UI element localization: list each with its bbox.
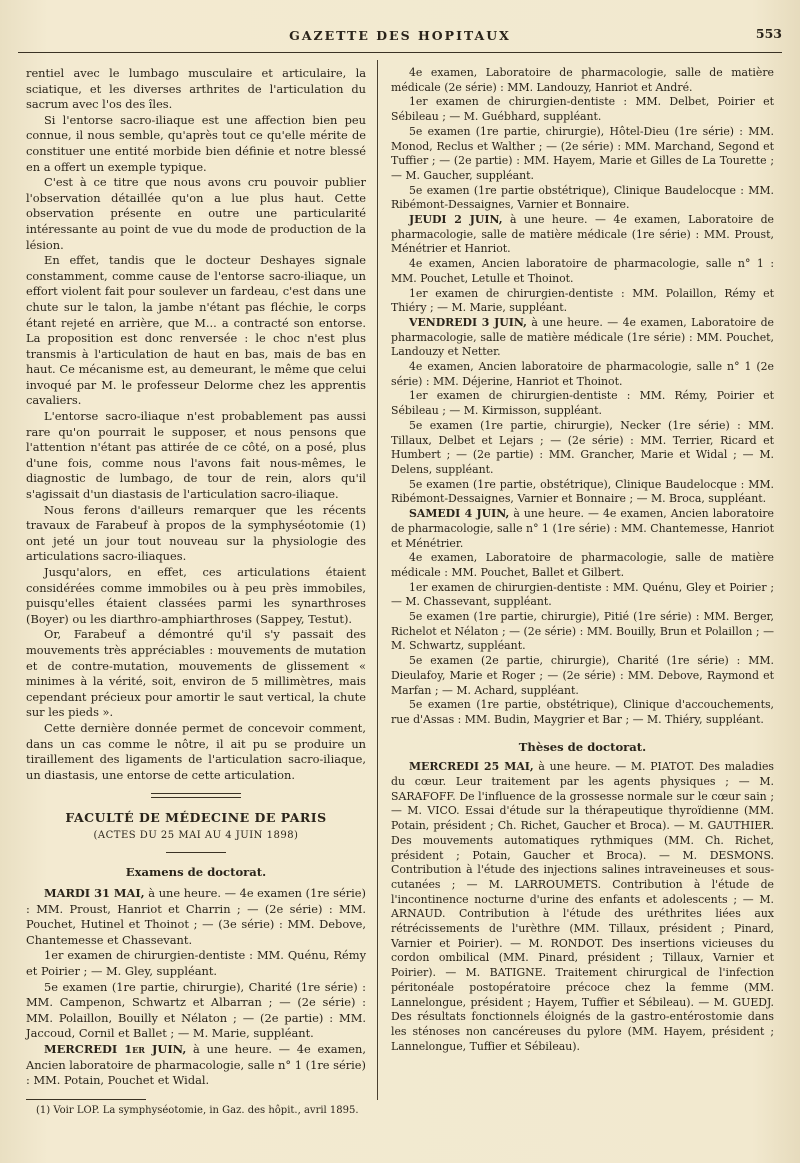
exam-text: 4e examen, Ancien laboratoire de pharmacologie, salle n° 1 (2e série) : MM. Déjerine, Hanriot et Thoinot. (391, 360, 774, 388)
exam-text: 5e examen (2e partie, chirurgie), Charité (1re série) : MM. Dieulafoy, Marie et Roger ; — (2e série) : MM. Debove, Raymond et Marfan ; — M. Achard, suppléant. (391, 654, 774, 697)
section-separator (151, 793, 241, 798)
exam-entry (391, 287, 774, 316)
theses-text: à une heure. — M. PIATOT. Des maladies du cœur. Leur traitement par les agents physiques ; — M. SARAFOFF. De l'influence de la grossesse normale sur le cœur sain ; — M. VICO. Essai d'étude sur la thérapeutique thyroïdienne (MM. Potain, président ; Ch. Richet, Gaucher et Broca). — M. GAUTHIER. Des mouvements automatiques rythmiques (MM. Ch. Richet, président ; Potain, Gaucher et Broca). — M. DESMONS. Contribution à l'étude des injections salines intraveineuses et sous-cutanées ; — M. LARROUMETS. Contribution à l'étude de l'incontinence nocturne d'urine des enfants et adolescents ; — M. ARNAUD. Contribution à l'étude des uréthrites liées aux rétrécissements de l'urèthre (MM. Tillaux, président ; Pinard, Varnier et Poirier). — M. RONDOT. Des insertions vicieuses du cordon ombilical (MM. Pinard, président ; Tillaux, Varnier et Poirier). — M. BATIGNE. Traitement chirurgical de l'infection péritonéale postopératoire précoce chez la femme (MM. Lannelongue, président ; Hayem, Tuffier et Sébileau). — M. GUEDJ. Des résultats fonctionnels éloignés de la gastro-entérostomie dans les sténoses non cancéreuses du pylore (MM. Hayem, président ; Lannelongue, Tuffier et Sébileau). (391, 760, 774, 1053)
page-header (18, 22, 782, 53)
exam-entry (391, 581, 774, 610)
exam-text: 4e examen, Laboratoire de pharmacologie, salle de matière médicale : MM. Pouchet, Ballet et Gilbert. (391, 551, 774, 579)
exam-text: 1er examen de chirurgien-dentiste : MM. Rémy, Poirier et Sébileau ; — M. Kirmisson, suppléant. (391, 389, 774, 418)
footnote: (1) Voir LOP. La symphyséotomie, in Gaz. des hôpit., avril 1895. (36, 1104, 359, 1116)
exam-date: SAMEDI 4 JUIN, (409, 507, 510, 521)
exam-entry (391, 654, 774, 698)
exam-entry (391, 316, 774, 360)
short-rule (166, 852, 226, 853)
exam-entry (391, 478, 774, 507)
exam-text: à une heure. — 4e examen (1re série) : MM. Proust, Hanriot et Charrin ; — (2e série) : MM. Pouchet, Hutinel et Thoinot ; — (3e série) : MM. Debove, Chantemesse et Chassevant. (26, 886, 366, 947)
article-paragraph: Si l'entorse sacro-iliaque est une affection bien peu connue, il nous semble, qu'après tout ce qu'elle mérite de constituer une entité morbide bien définie et notre blessé en a offert un exemple typique. (26, 112, 366, 174)
article-paragraph: C'est à ce titre que nous avons cru pouvoir publier l'observation détaillée qu'on a lue plus haut. Cette observation présente en outre une particularité intéressante au point de vue du mode de production de la lésion. (26, 175, 366, 252)
exam-text: 4e examen, Laboratoire de pharmacologie, salle de matière médicale (2e série) : MM. Landouzy, Hanriot et André. (391, 66, 774, 94)
exam-entry (391, 257, 774, 286)
article-paragraph: rentiel avec le lumbago musculaire et articulaire, la sciatique, et les diverses arthrites de l'articulation du sacrum avec l'os des îles. (26, 66, 366, 112)
exam-date: JEUDI 2 JUIN, (409, 213, 503, 227)
faculty-dates: (ACTES DU 25 MAI AU 4 JUIN 1898) (93, 829, 299, 841)
exam-entry (391, 389, 774, 418)
theses-date: MERCREDI 25 MAI, (409, 760, 534, 774)
exam-text: 1er examen de chirurgien-dentiste : MM. Delbet, Poirier et Sébileau ; — M. Guébhard, suppléant. (391, 95, 774, 124)
theses-heading: Thèses de doctorat. (518, 739, 647, 754)
exam-entry (391, 213, 774, 257)
exam-text: à une heure. — 4e examen, Ancien laboratoire de pharmacologie, salle n° 1 (1re série) : MM. Chantemesse, Hanriot et Ménétrier. (391, 507, 774, 550)
article-paragraph: En effet, tandis que le docteur Deshayes signale constamment, comme cause de l'entorse sacro-iliaque, un effort violent fait pour soulever un fardeau, c'est dans une chute sur le talon, la jambe n'étant pas fléchie, le corps étant rejeté en arrière, que M... a contracté son entorse. La proposition est donc renversée : le choc n'est plus transmis à l'articulation de haut en bas, mais de bas en haut. Ce mécanisme est, au demeurant, le même que celui invoqué par M. le professeur Delorme chez les apprentis cavaliers. (26, 253, 366, 408)
right-column (391, 66, 774, 1054)
exam-entry (391, 698, 774, 727)
exam-text: 5e examen (1re partie obstétrique), Clinique Baudelocque : MM. Ribémont-Dessaignes, Varnier et Bonnaire. (391, 183, 774, 212)
exam-text: 5e examen (1re partie, chirurgie), Hôtel-Dieu (1re série) : MM. Monod, Reclus et Walther ; — (2e série) : MM. Marchand, Segond et Tuffier ; — (2e partie) : MM. Hayem, Marie et Gilles de La Tourette ; — M. Gaucher, suppléant. (391, 124, 774, 182)
exam-text: à une heure. — 4e examen, Laboratoire de pharmacologie, salle de matière médicale (1re série) : MM. Proust, Ménétrier et Hanriot. (391, 213, 774, 256)
article-paragraph: L'entorse sacro-iliaque n'est probablement pas aussi rare qu'on pourrait le supposer, et nous pensons que l'attention n'étant pas attirée de ce côté, on a posé, plus d'une fois, comme nous l'avons fait nous-mêmes, le diagnostic de lumbago, de tour de rein, alors qu'il s'agissait d'un diastasis de l'articulation sacro-iliaque. (26, 409, 366, 502)
exam-text: 5e examen (1re partie, chirurgie), Pitié (1re série) : MM. Berger, Richelot et Nélaton ; — (2e série) : MM. Bouilly, Brun et Polaillon ; — M. Schwartz, suppléant. (391, 610, 774, 653)
exam-entry (391, 610, 774, 654)
article-paragraph: Cette dernière donnée permet de concevoir comment, dans un cas comme le nôtre, il ait pu se produire un tiraillement des ligaments de l'articulation sacro-iliaque, un diastasis, une entorse de cette articulation. (26, 720, 366, 782)
exam-entry (391, 551, 774, 580)
exam-entry (391, 125, 774, 184)
exam-text: 1er examen de chirurgien-dentiste : MM. Polaillon, Rémy et Thiéry ; — M. Marie, suppléant. (391, 286, 774, 315)
footnote-rule (26, 1099, 146, 1100)
exam-date: MARDI 31 MAI, (44, 886, 145, 901)
article-paragraph: Or, Farabeuf a démontré qu'il s'y passait des mouvements très appréciables : mouvements de mutation et de contre-mutation, mouvements de glissement « minimes à la vérité, soit, environ de 5 millimètres, mais cependant précieux pour amortir le saut vertical, la chute sur les pieds ». (26, 627, 366, 720)
column-divider (377, 60, 378, 1100)
left-column (26, 66, 366, 1117)
exam-entry (26, 980, 366, 1042)
article-paragraph: Jusqu'alors, en effet, ces articulations étaient considérées comme immobiles ou à peu près immobiles, puisqu'elles étaient classées parmi les synarthroses (Boyer) ou les diarthro-amphiarthroses (Sappey, Testut). (26, 565, 366, 626)
exam-date: VENDREDI 3 JUIN, (409, 315, 527, 329)
exam-entry (391, 95, 774, 124)
exam-entry (391, 184, 774, 213)
exam-entry (26, 886, 366, 948)
exam-text: 1er examen de chirurgien-dentiste : MM. Quénu, Gley et Poirier ; — M. Chassevant, suppléant. (391, 580, 774, 609)
exam-text: 4e examen, Ancien laboratoire de pharmacologie, salle n° 1 : MM. Pouchet, Letulle et Thoinot. (391, 257, 774, 285)
theses-entry (391, 760, 774, 1054)
exam-entry (26, 1042, 366, 1089)
exam-text: à une heure. — 4e examen, Laboratoire de pharmacologie, salle de matière médicale (1re série) : MM. Pouchet, Landouzy et Netter. (391, 315, 775, 359)
exam-text: 1er examen de chirurgien-dentiste : MM. Quénu, Rémy et Poirier ; — M. Gley, suppléant. (26, 948, 366, 979)
exam-entry (391, 360, 774, 389)
exam-text: 5e examen (1re partie, chirurgie), Necker (1re série) : MM. Tillaux, Delbet et Lejars ; — (2e série) : MM. Terrier, Ricard et Humbert ; — (2e partie) : MM. Grancher, Marie et Widal ; — M. Delens, suppléant. (391, 418, 774, 476)
exam-entry (391, 419, 774, 478)
exam-date: MERCREDI 1er JUIN, (44, 1042, 187, 1057)
exam-text: 5e examen (1re partie, chirurgie), Charité (1re série) : MM. Campenon, Schwartz et Albarran ; — (2e série) : MM. Polaillon, Bouilly et Nélaton ; — (2e partie) : MM. Jaccoud, Cornil et Ballet ; — M. Marie, suppléant. (26, 979, 366, 1041)
exams-heading: Examens de doctorat. (125, 864, 267, 879)
exam-text: 5e examen (1re partie, obstétrique), Clinique Baudelocque : MM. Ribémont-Dessaignes, Varnier et Bonnaire ; — M. Broca, suppléant. (391, 477, 774, 506)
exam-entry (391, 507, 774, 551)
exam-entry (391, 66, 774, 95)
exam-text: à une heure. — 4e examen, Ancien laboratoire de pharmacologie, salle n° 1 (1re série) : MM. Potain, Pouchet et Widal. (26, 1042, 366, 1088)
article-paragraph: Nous ferons d'ailleurs remarquer que les récents travaux de Farabeuf à propos de la symphyséotomie (1) ont jeté un jour tout nouveau sur la physiologie des articulations sacro-iliaques. (26, 502, 366, 564)
exam-text: 5e examen (1re partie, obstétrique), Clinique d'accouchements, rue d'Assas : MM. Budin, Maygrier et Bar ; — M. Thiéry, suppléant. (391, 698, 774, 726)
exam-entry (26, 948, 366, 979)
page-number: 553 (755, 26, 782, 41)
publication-title: GAZETTE DES HOPITAUX (289, 28, 511, 43)
faculty-title: FACULTÉ DE MÉDECINE DE PARIS (65, 810, 327, 826)
